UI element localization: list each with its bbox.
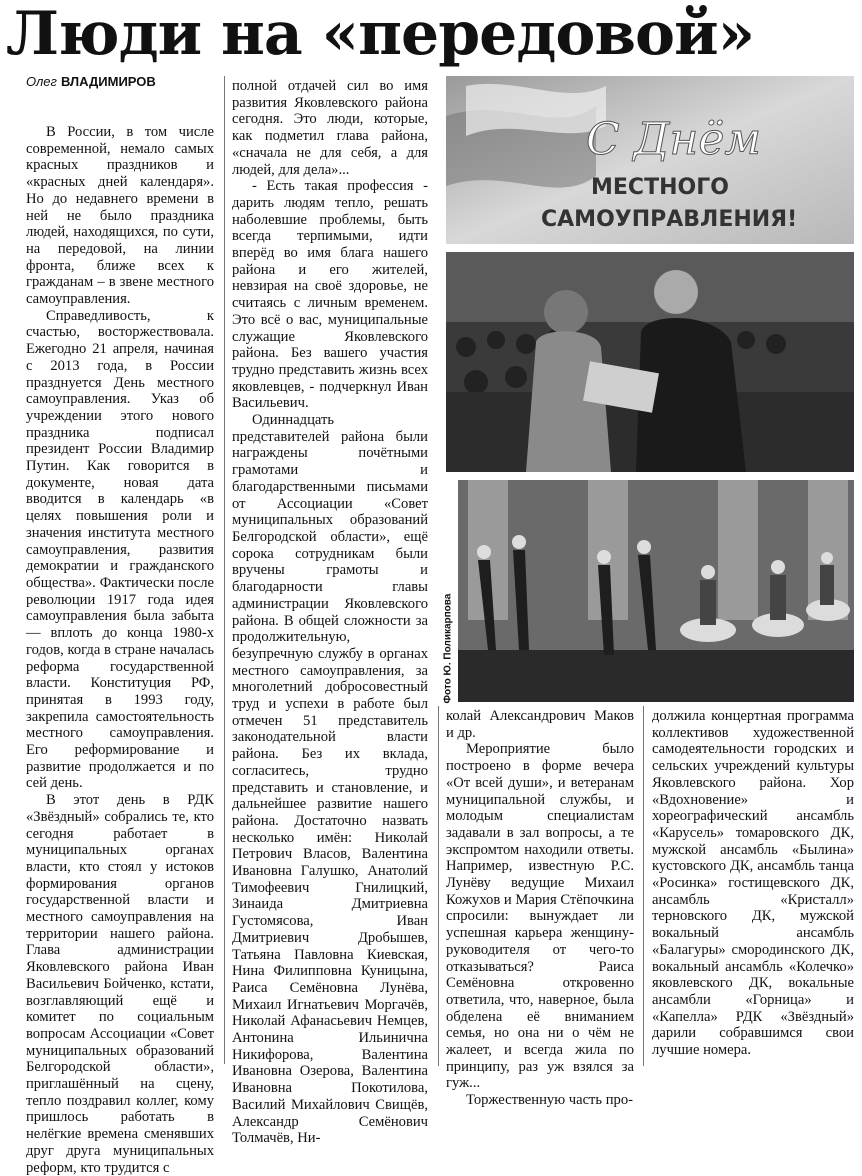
photo-credit-text: Фото Ю. Поликарпова <box>442 593 454 704</box>
paragraph: должила концертная программа коллективов художественной самодеятельности городских и сельских учреждений культуры Яковлевского района. Хор «Вдохновение» и хореографический ансамбль «Карусель» томаровского ДК, мужской ансамбль «Былина» кустовского ДК, ансамбль танца «Росинка» гостищевского ДК, ансамбль «Кристалл» терновского ДК, мужской вокальный ансамбль «Балагуры» смородинского ДК, вокальный ансамбль «Колечко» яковлевского ДК, вокальные ансамбли «Горница» и «Капелла» РДК «Звёздный» дарили собравшимся свои лучшие номера. <box>652 708 854 1059</box>
column-rule <box>643 706 644 1066</box>
paragraph: В России, в том числе современной, немало самых красных праздников и «красных дней календаря». Но до недавнего времени в ней не было праздника людей, находящихся, по сути, на передовой, на линии фронта, ближе всех к гражданам – в звене местного самоуправления. <box>26 124 214 308</box>
article-column-2 <box>232 78 428 1147</box>
banner-line-1: С Днём <box>586 114 761 165</box>
banner-line-2: МЕСТНОГО <box>591 175 729 200</box>
author-last-name: ВЛАДИМИРОВ <box>60 74 156 89</box>
paragraph: Торжественную часть про- <box>466 1092 633 1109</box>
paragraph: Мероприятие было построено в форме вечера «От всей души», и ветеранам муниципальной службы, и молодым специалистам задавали в зал вопросы, а те экспромтом находили ответы. Например, известную Р.С. Лунёву ведущие Михаил Кожухов и Мария Стёпочкина спросили: вынуждает ли успешная карьера женщину-руководителя от чего-то отказываться? Раиса Семёновна откровенно ответила, что, наверное, была обделена её вниманием семья, но она ни о чём не жалеет, и всегда жила по принципу, раз уж взялся за гуж... <box>446 741 634 1092</box>
paragraph: - Есть такая профессия - дарить людям тепло, решать наболевшие проблемы, быть всегда терпимыми, идти вперёд во имя блага нашего района и его жителей, невзирая на своё здоровье, не считаясь с личным временем. Это всё о вас, муниципальные служащие Яковлевского района. Без вашего участия трудно представить жизнь всех яковлевцев, - подчеркнул Иван Васильевич. <box>232 178 428 412</box>
paragraph: колай Александрович Маков и др. <box>446 708 634 741</box>
banner-line-3: САМОУПРАВЛЕНИЯ! <box>541 207 798 232</box>
column-rule <box>438 706 439 1066</box>
photo-banner <box>446 76 854 244</box>
headline: Люди на «передовой» <box>6 0 755 69</box>
paragraph: Справедливость, к счастью, восторжествовала. Ежегодно 21 апреля, начиная с 2013 года, в России празднуется День местного самоуправления. Указ об учреждении этого нового праздника подписал президент России Владимир Путин. Как говорится в документе, новая дата вводится в календарь «в целях повышения роли и значения института местного самоуправления, развития демократии и гражданского общества». Фактически после революции 1917 года идея самоуправления была забыта — вплоть до конца 1980-х годов, когда в стране началась реформа государственной власти. Конституция РФ, принятая в 1993 году, закрепила самостоятельность местного самоуправления. Его реформирование и развитие продолжается и по сей день. <box>26 307 214 792</box>
column-rule <box>224 76 225 1064</box>
photo-dance-ensemble <box>458 480 854 702</box>
byline <box>26 72 226 92</box>
article-column-1 <box>26 124 214 1176</box>
photo-award-ceremony <box>446 252 854 472</box>
paragraph: В этот день в РДК «Звёздный» собрались те, кто сегодня работает в муниципальных органах власти, кто стоял у истоков формирования органов государственной власти и местного самоуправления на территории нашего района. Глава администрации Яковлевского района Иван Васильевич Бойченко, кстати, возглавляющий ещё и комитет по социальным вопросам Ассоциации «Совет муниципальных образований Белгородской области», приглашённый на сцену, тепло поздравил коллег, кому пришлось работать в нелёгкие времена сменявших друг друга муниципальных реформ, кто трудится с <box>26 792 214 1176</box>
photo-credit <box>441 535 455 705</box>
article-column-3 <box>446 708 634 1109</box>
author-first-name: Олег <box>26 74 57 89</box>
paragraph: Одиннадцать представителей района были награждены почётными грамотами и благодарственными письмами от Ассоциации «Совет муниципальных образований Белгородской области», ещё сорока сотрудникам были вручены грамоты и благодарности главы администрации Яковлевского района. В общей сложности за продолжительную, безупречную службу в органах местного самоуправления, за многолетний добросовестный труд и успехи в работе был отмечен 51 представитель законодательной власти района. Без их вклада, согласитесь, трудно представить и становление, и дальнейшее развитие нашего района. Достаточно назвать несколько имён: Николай Петрович Власов, Валентина Ивановна Галушко, Анатолий Тимофеевич Гнилицкий, Зинаида Дмитриевна Густомясова, Иван Дмитриевич Дробышев, Татьяна Павловна Киевская, Нина Филипповна Куницына, Раиса Семёновна Лунёва, Михаил Игнатьевич Моргачёв, Николай Афанасьевич Немцев, Антонина Ильинична Никифорова, Валентина Ивановна Озерова, Валентина Ивановна Покотилова, Василий Михайлович Свищёв, Александр Семёнович Толмачёв, Ни- <box>232 412 428 1147</box>
article-column-4 <box>652 708 854 1070</box>
paragraph: полной отдачей сил во имя развития Яковлевского района сегодня. Это люди, которые, как подметил глава района, «сначала не для себя, а для людей, для дела»... <box>232 78 428 178</box>
